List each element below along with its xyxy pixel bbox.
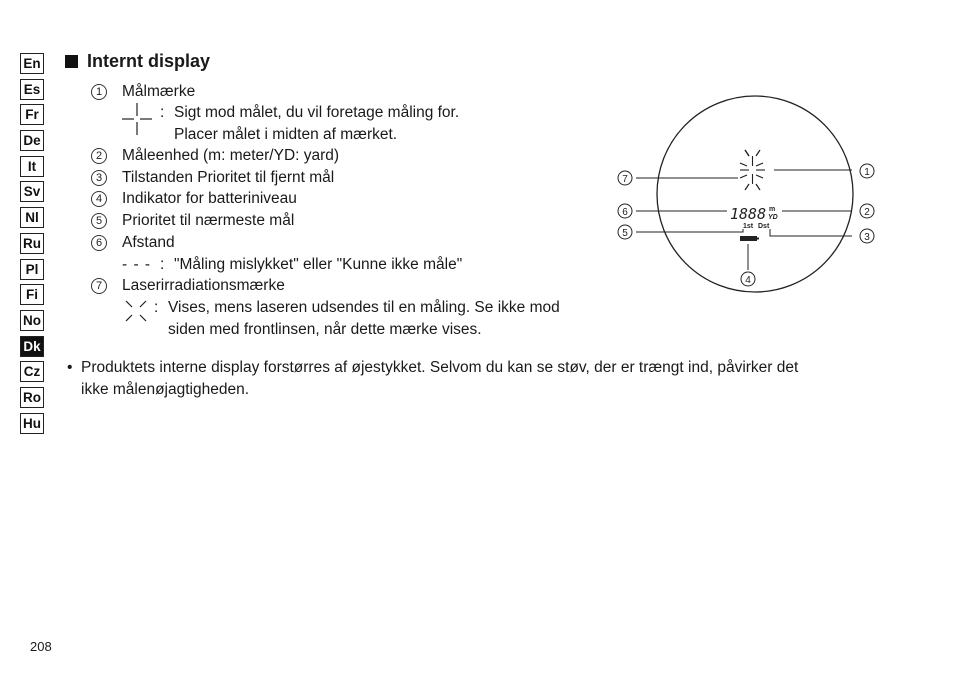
language-tab-ro[interactable]: Ro: [20, 387, 44, 408]
section-square-icon: [65, 55, 78, 68]
callout-2-label: 2: [864, 207, 870, 218]
language-tab-dk[interactable]: Dk: [20, 336, 44, 357]
item-label-4: Indikator for batteriniveau: [122, 190, 297, 207]
language-tab-cz[interactable]: Cz: [20, 361, 44, 382]
language-tab-es[interactable]: Es: [20, 79, 44, 100]
item-label-1: Målmærke: [122, 83, 196, 100]
language-tab-de[interactable]: De: [20, 130, 44, 151]
item-label-7: Laserirradiationsmærke: [122, 277, 285, 294]
display-target-mark: [740, 156, 765, 184]
item-number-5: 5: [91, 213, 107, 229]
callout-4-label: 4: [745, 275, 751, 286]
section-title-text: Internt display: [87, 51, 211, 71]
language-tab-en[interactable]: En: [20, 53, 44, 74]
language-tab-no[interactable]: No: [20, 310, 44, 331]
target-mark-colon: :: [160, 104, 165, 121]
callout-1-label: 1: [864, 167, 870, 178]
distance-fail-desc: "Måling mislykket" eller "Kunne ikke måle": [174, 256, 463, 273]
item-number-4: 4: [91, 191, 107, 207]
display-battery-icon: [740, 236, 757, 241]
item-label-5: Prioritet til nærmeste mål: [122, 212, 295, 229]
item-label-3: Tilstanden Prioritet til fjernt mål: [122, 169, 335, 186]
laser-desc-1: Vises, mens laseren udsendes til en måling. Se ikke mod: [168, 299, 560, 316]
display-1st-label: 1st: [743, 223, 754, 230]
display-unit-yd: YD: [768, 214, 778, 221]
language-tabs: [20, 53, 44, 438]
laser-desc-2: siden med frontlinsen, når dette mærke vises.: [168, 321, 482, 338]
display-unit-m: m: [769, 206, 776, 213]
item-number-3: 3: [91, 170, 107, 186]
item-number-1: 1: [91, 84, 107, 100]
viewfinder-circle: [657, 96, 853, 292]
callout-3-label: 3: [864, 232, 870, 243]
item-number-2: 2: [91, 148, 107, 164]
target-mark-icon: [122, 103, 152, 135]
language-tab-hu[interactable]: Hu: [20, 413, 44, 434]
display-diagram: [600, 90, 890, 300]
item-number-6: 6: [91, 235, 107, 251]
item-number-7: 7: [91, 278, 107, 294]
language-tab-ru[interactable]: Ru: [20, 233, 44, 254]
section-title: [65, 51, 210, 72]
note-line-1: Produktets interne display forstørres af øjestykket. Selvom du kan se støv, der er trængt ind, påvirker det: [81, 359, 799, 376]
page-number: 208: [30, 639, 52, 654]
display-dst-label: Dst: [758, 223, 770, 230]
distance-fail-symbol: - - -: [122, 256, 152, 273]
language-tab-it[interactable]: It: [20, 156, 44, 177]
target-mark-desc-2: Placer målet i midten af mærket.: [174, 126, 398, 143]
language-tab-fr[interactable]: Fr: [20, 104, 44, 125]
item-label-6: Afstand: [122, 234, 175, 251]
callout-5-label: 5: [622, 228, 628, 239]
language-tab-nl[interactable]: Nl: [20, 207, 44, 228]
target-mark-desc-1: Sigt mod målet, du vil foretage måling for.: [174, 104, 460, 121]
laser-colon: :: [154, 299, 159, 316]
item-label-2: Måleenhed (m: meter/YD: yard): [122, 147, 340, 164]
language-tab-pl[interactable]: Pl: [20, 259, 44, 280]
laser-mark-icon: [124, 299, 148, 323]
language-tab-sv[interactable]: Sv: [20, 181, 44, 202]
bullet-mark: •: [67, 359, 73, 376]
callout-7-label: 7: [622, 174, 628, 185]
distance-colon: :: [160, 256, 165, 273]
language-tab-fi[interactable]: Fi: [20, 284, 44, 305]
note-line-2: ikke målenøjagtigheden.: [81, 381, 250, 398]
callout-6-label: 6: [622, 207, 628, 218]
display-readout: 1888: [730, 205, 767, 223]
